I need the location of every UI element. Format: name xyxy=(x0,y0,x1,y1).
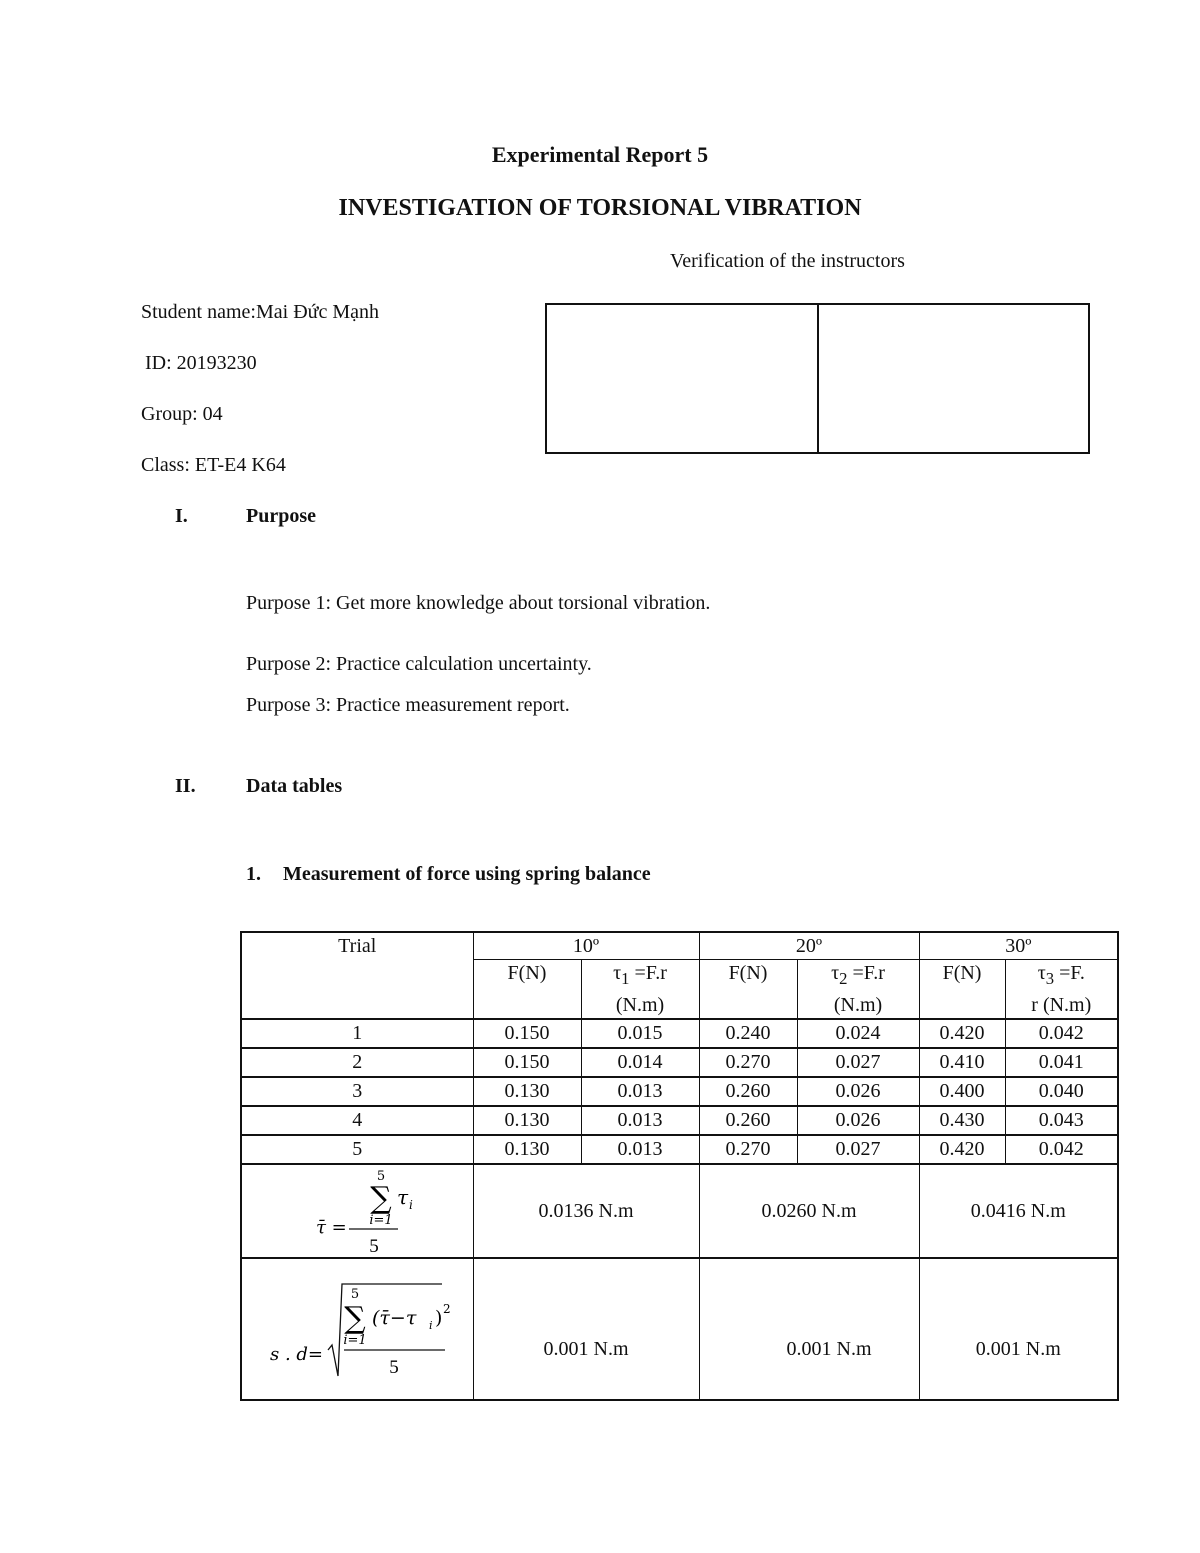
purpose-2: Purpose 2: Practice calculation uncertainty. xyxy=(246,653,592,675)
sd-denominator: 5 xyxy=(389,1357,399,1378)
sum-lower-limit: i=1 xyxy=(369,1213,393,1228)
force-cell: 0.150 xyxy=(473,1048,581,1077)
sd-term: (τ̄−τ xyxy=(372,1307,417,1329)
subsection-1-number: 1. xyxy=(246,863,261,885)
report-subtitle: INVESTIGATION OF TORSIONAL VIBRATION xyxy=(338,195,862,221)
sd-lhs: s . d= xyxy=(270,1344,324,1365)
torque-cell: 0.026 xyxy=(797,1106,919,1135)
force-header: F(N) xyxy=(699,960,797,1020)
student-name: Student name:Mai Đức Mạnh xyxy=(141,301,380,323)
force-cell: 0.240 xyxy=(699,1019,797,1048)
subsection-1-title: Measurement of force using spring balance xyxy=(283,863,651,885)
torque-cell: 0.040 xyxy=(1005,1077,1118,1106)
table-row xyxy=(241,1019,1118,1048)
force-cell: 0.260 xyxy=(699,1077,797,1106)
verification-cell-right xyxy=(817,305,1089,452)
force-cell: 0.130 xyxy=(473,1106,581,1135)
trial-cell: 1 xyxy=(241,1019,473,1048)
torque-cell: 0.043 xyxy=(1005,1106,1118,1135)
sd-term-subscript: i xyxy=(429,1319,433,1332)
torque-cell: 0.013 xyxy=(581,1077,699,1106)
section-1-number: I. xyxy=(175,505,188,527)
force-cell: 0.420 xyxy=(919,1019,1005,1048)
trial-cell: 4 xyxy=(241,1106,473,1135)
sd-power: 2 xyxy=(443,1302,451,1316)
trial-header: Trial xyxy=(241,932,473,1019)
torque-cell: 0.042 xyxy=(1005,1135,1118,1164)
table-row xyxy=(241,1077,1118,1106)
header-row-angles xyxy=(241,932,1118,960)
angle-header-30: 30º xyxy=(919,932,1118,960)
sd-term-close: ) xyxy=(435,1307,443,1329)
table-row xyxy=(241,1135,1118,1164)
verification-label: Verification of the instructors xyxy=(670,250,905,272)
torque-header: $\tau_3 =F$. r (N.m) xyxy=(1005,960,1118,1020)
sd-sum-symbol: ∑ xyxy=(344,1301,366,1336)
table-row xyxy=(241,1106,1118,1135)
purpose-3: Purpose 3: Practice measurement report. xyxy=(246,694,570,716)
mean-row xyxy=(241,1164,1118,1258)
trial-cell: 2 xyxy=(241,1048,473,1077)
force-cell: 0.270 xyxy=(699,1135,797,1164)
force-data-table xyxy=(240,931,1119,1401)
mean-value-30: 0.0416 N.m xyxy=(919,1164,1118,1258)
force-header: F(N) xyxy=(919,960,1005,1020)
student-group: Group: 04 xyxy=(141,403,223,425)
torque-cell: 0.014 xyxy=(581,1048,699,1077)
torque-cell: 0.015 xyxy=(581,1019,699,1048)
torque-cell: 0.027 xyxy=(797,1048,919,1077)
force-cell: 0.400 xyxy=(919,1077,1005,1106)
angle-header-10: 10º xyxy=(473,932,699,960)
torque-cell: 0.027 xyxy=(797,1135,919,1164)
tau-term: τ xyxy=(397,1185,409,1209)
mean-value-20: 0.0260 N.m xyxy=(699,1164,919,1258)
table-row xyxy=(241,1048,1118,1077)
report-title: Experimental Report 5 xyxy=(491,142,709,167)
tau-term-subscript: i xyxy=(409,1198,413,1212)
sd-sum-upper-limit: 5 xyxy=(350,1287,360,1302)
sd-formula xyxy=(242,1280,470,1378)
sd-sum-lower-limit: i=1 xyxy=(343,1333,367,1348)
section-1-title: Purpose xyxy=(246,505,316,527)
trial-cell: 5 xyxy=(241,1135,473,1164)
force-cell: 0.150 xyxy=(473,1019,581,1048)
purpose-1: Purpose 1: Get more knowledge about torsional vibration. xyxy=(246,592,711,614)
torque-cell: 0.013 xyxy=(581,1106,699,1135)
force-cell: 0.260 xyxy=(699,1106,797,1135)
force-cell: 0.430 xyxy=(919,1106,1005,1135)
force-cell: 0.130 xyxy=(473,1135,581,1164)
sum-upper-limit: 5 xyxy=(376,1169,386,1184)
student-id: ID: 20193230 xyxy=(145,352,257,374)
section-2-title: Data tables xyxy=(246,775,343,797)
mean-formula xyxy=(242,1166,470,1256)
torque-header: $\tau_1 =F.r$ (N.m) xyxy=(581,960,699,1020)
mean-lhs: τ̄ = xyxy=(316,1217,347,1238)
force-cell: 0.270 xyxy=(699,1048,797,1077)
torque-cell: 0.013 xyxy=(581,1135,699,1164)
sd-value-20: 0.001 N.m xyxy=(699,1258,919,1400)
torque-header: $\tau_2 =F.r$ (N.m) xyxy=(797,960,919,1020)
force-cell: 0.420 xyxy=(919,1135,1005,1164)
section-2-number: II. xyxy=(175,775,196,797)
sd-value-10: 0.001 N.m xyxy=(473,1258,699,1400)
force-cell: 0.130 xyxy=(473,1077,581,1106)
angle-header-20: 20º xyxy=(699,932,919,960)
sd-row xyxy=(241,1258,1118,1400)
torque-cell: 0.026 xyxy=(797,1077,919,1106)
mean-value-10: 0.0136 N.m xyxy=(473,1164,699,1258)
force-cell: 0.410 xyxy=(919,1048,1005,1077)
mean-formula-cell xyxy=(241,1164,473,1258)
trial-cell: 3 xyxy=(241,1077,473,1106)
verification-box xyxy=(545,303,1090,454)
torque-cell: 0.024 xyxy=(797,1019,919,1048)
sd-value-30: 0.001 N.m xyxy=(919,1258,1118,1400)
torque-cell: 0.041 xyxy=(1005,1048,1118,1077)
verification-cell-left xyxy=(547,305,817,452)
mean-denominator: 5 xyxy=(369,1236,379,1256)
sum-symbol: ∑ xyxy=(370,1181,392,1216)
student-class: Class: ET-E4 K64 xyxy=(141,454,286,476)
torque-cell: 0.042 xyxy=(1005,1019,1118,1048)
force-header: F(N) xyxy=(473,960,581,1020)
sd-formula-cell xyxy=(241,1258,473,1400)
